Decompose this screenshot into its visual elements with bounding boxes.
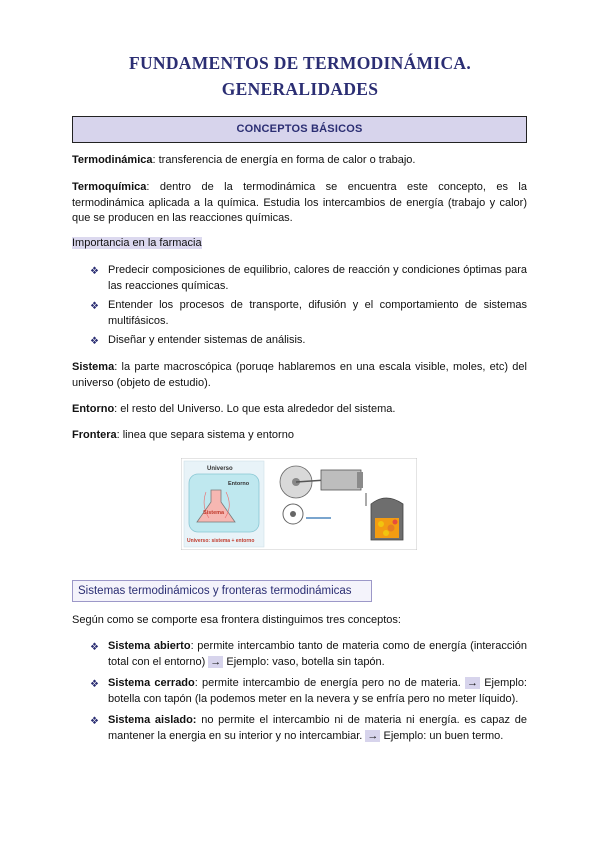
term-sistema-aislado: Sistema aislado: (108, 714, 197, 726)
arrow-icon: → (367, 729, 379, 742)
system-environment-figure (181, 458, 417, 550)
paragraph-termoquimica (72, 180, 527, 227)
subsection-header-sistemas: Sistemas termodinámicos y fronteras termodinámicas (72, 580, 372, 602)
text-sistema: : la parte macroscópica (poruqe hablaremos en una escala visible, moles, etc) del universo (objeto de estudio). (72, 361, 527, 389)
diamond-bullet-icon: ❖ (90, 301, 99, 312)
diamond-bullet-icon: ❖ (90, 336, 99, 347)
term-sistema-abierto: Sistema abierto (108, 640, 191, 652)
paragraph-termodinamica (72, 153, 527, 169)
figure-caption: Universo: sistema + entorno (187, 538, 255, 544)
figure-label-entorno: Entorno (228, 481, 250, 487)
term-termoquimica: Termoquímica (72, 181, 147, 193)
paragraph-sistema (72, 360, 527, 391)
term-entorno: Entorno (72, 403, 115, 415)
list-item: ❖ Diseñar y entender sistemas de análisis. (90, 333, 527, 349)
text-frontera: : linea que separa sistema y entorno (116, 429, 294, 441)
paragraph-frontera (72, 428, 527, 444)
diamond-bullet-icon: ❖ (90, 716, 99, 727)
title-line-1: FUNDAMENTOS DE TERMODINÁMICA. (128, 53, 472, 73)
arrow-icon: → (210, 655, 222, 668)
term-sistema-cerrado: Sistema cerrado (108, 677, 195, 689)
importancia-label: Importancia en la farmacia (72, 237, 202, 249)
list-item: ❖ Sistema abierto: permite intercambio tanto de materia como de energía (interacción total con el entorno) → Ejemplo: vaso, botella sin tapón. (90, 640, 528, 668)
section-header-conceptos: CONCEPTOS BÁSICOS (72, 116, 527, 143)
tipos-list (90, 639, 527, 744)
text-termodinamica: : transferencia de energía en forma de calor o trabajo. (152, 154, 416, 166)
term-termodinamica: Termodinámica (72, 154, 153, 166)
figure-label-universo: Universo (207, 466, 233, 472)
arrow-icon: → (466, 677, 478, 689)
term-sistema: Sistema (72, 361, 115, 373)
paragraph-intro-tipos: Según como se comporte esa frontera distinguimos tres conceptos: (72, 614, 401, 626)
figure-label-sistema: Sistema (203, 510, 225, 516)
list-item: ❖ Entender los procesos de transporte, difusión y el comportamiento de sistemas multifásicos. (90, 299, 527, 327)
list-item: ❖ Sistema cerrado: permite intercambio de energía pero no de materia. → Ejemplo: botella con tapón (la podemos meter en la nevera y se enfría pero no meter líquido). (90, 677, 527, 705)
title-line-2: GENERALIDADES (221, 79, 379, 99)
cylinder-icon (321, 470, 361, 490)
term-frontera: Frontera (72, 429, 117, 441)
importancia-list (90, 263, 527, 349)
heading-importancia (72, 236, 527, 252)
paragraph-entorno (72, 402, 527, 418)
page-title (0, 50, 600, 102)
diamond-bullet-icon: ❖ (90, 679, 99, 690)
text-termoquimica: : dentro de la termodinámica se encuentra este concepto, es la termodinámica aplicada a la química. Estudia los intercambios de energía (trabajo y calor) que se producen en las reacciones químicas. (72, 181, 527, 224)
diamond-bullet-icon: ❖ (90, 642, 99, 653)
text-entorno: : el resto del Universo. Lo que esta alrededor del sistema. (114, 403, 396, 415)
list-item: ❖ Predecir composiciones de equilibrio, calores de reacción y condiciones óptimas para las reacciones químicas. (90, 264, 527, 292)
list-item: ❖ Sistema aislado: no permite el intercambio ni de materia ni energía. es capaz de mantener la energia en su interior y no intercambiar. → Ejemplo: un buen termo. (90, 714, 527, 742)
diamond-bullet-icon: ❖ (90, 266, 99, 277)
